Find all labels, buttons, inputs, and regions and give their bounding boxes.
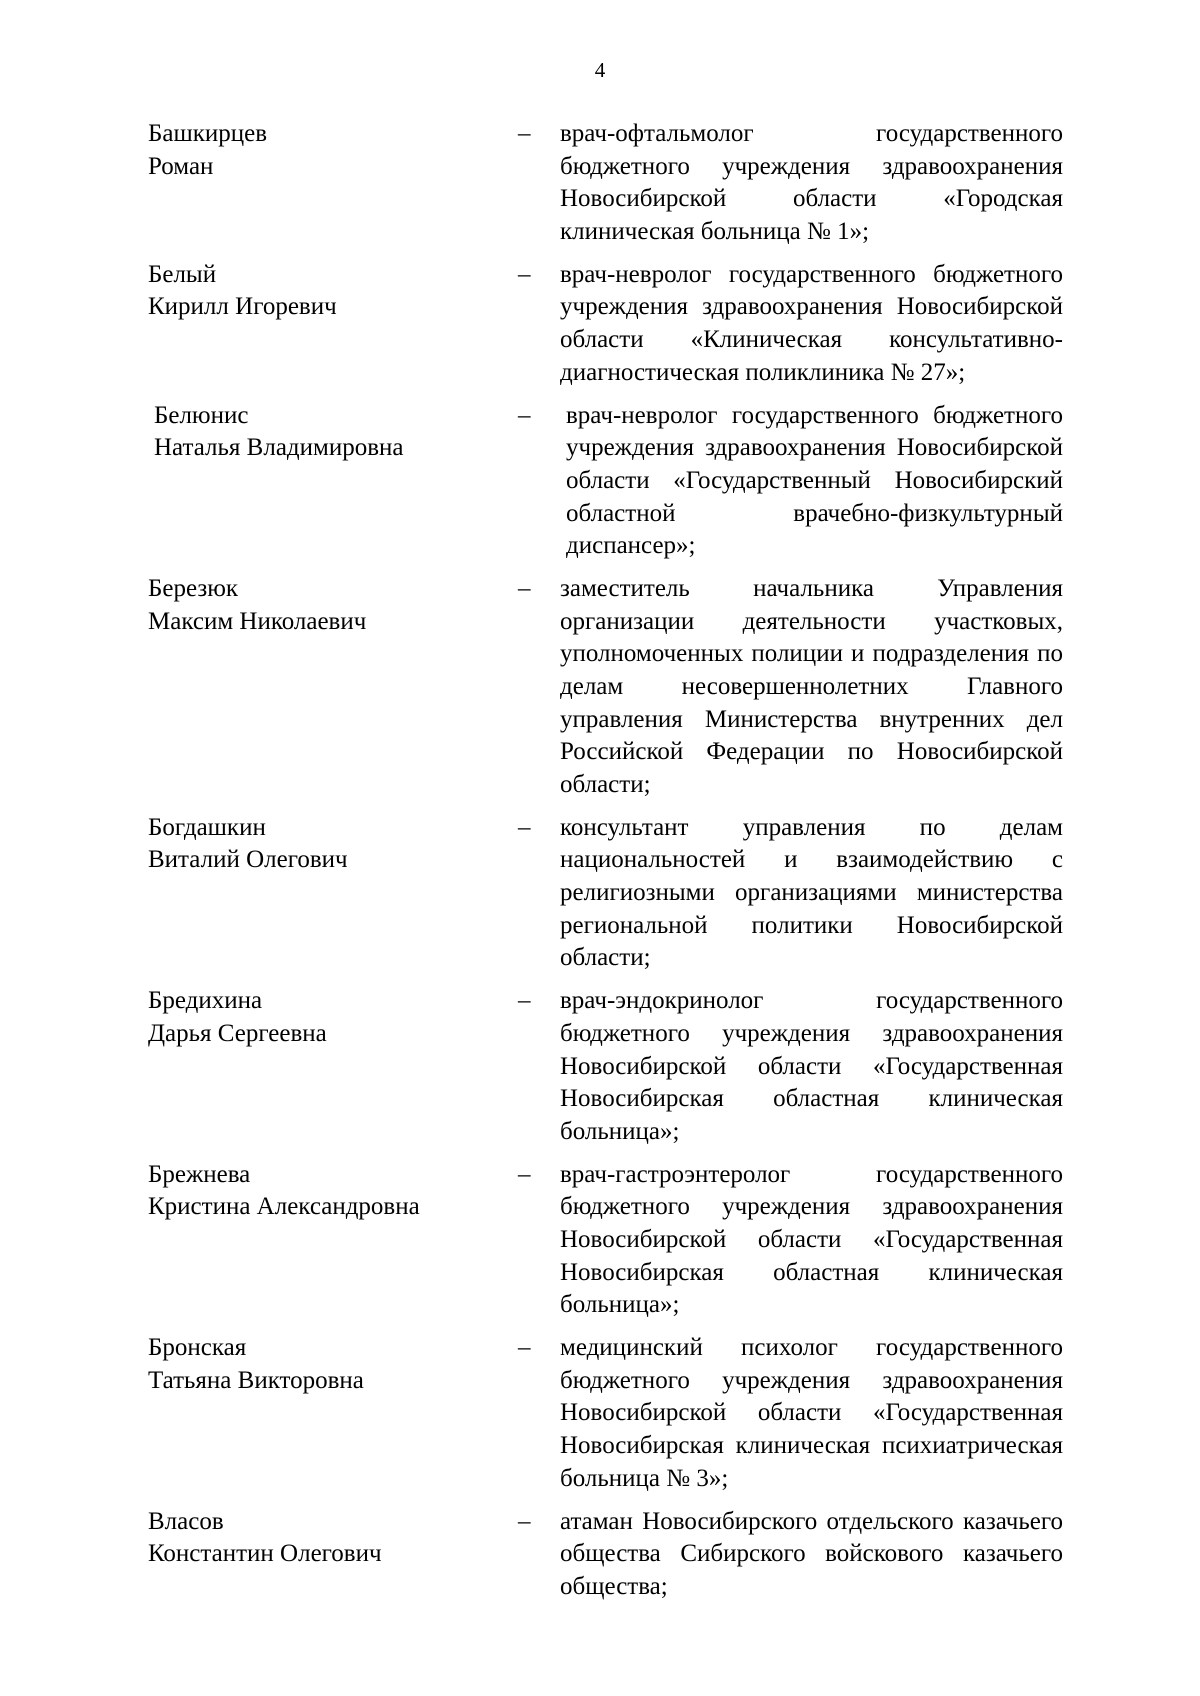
page-number: 4 xyxy=(594,58,606,82)
list-item xyxy=(0,573,1200,801)
person-name xyxy=(154,400,518,563)
given-name: Максим Николаевич xyxy=(148,607,367,635)
given-name: Кирилл Игоревич xyxy=(148,293,337,321)
given-name: Виталий Олегович xyxy=(148,846,348,874)
dash-separator: – xyxy=(518,1160,531,1188)
position-description: заместитель начальника Управления организации деятельности участковых, уполномоченных полиции и подразделения по делам несовершеннолетних Главного управления Министерства внутренних дел Российской Федерации по Новосибирской области; xyxy=(560,575,1063,798)
dash-separator: – xyxy=(518,120,531,147)
person-name xyxy=(148,1159,518,1322)
person-name xyxy=(148,1332,518,1495)
position-description: врач-невролог государственного бюджетного учреждения здравоохранения Новосибирской области «Государственный Новосибирский областной врачебно-физкультурный диспансер»; xyxy=(566,401,1063,560)
surname: Брежнева xyxy=(148,1160,251,1188)
person-name xyxy=(148,259,518,389)
list-item xyxy=(0,1332,1200,1495)
given-name: Татьяна Викторовна xyxy=(148,1366,364,1394)
person-name xyxy=(148,1506,518,1604)
list-item xyxy=(0,118,1200,248)
member-list xyxy=(0,118,1200,1614)
dash-separator: – xyxy=(518,813,531,841)
surname: Богдашкин xyxy=(148,813,266,841)
position-description: врач-невролог государственного бюджетного учреждения здравоохранения Новосибирской области «Клиническая консультативно-диагностическая поликлиника № 27»; xyxy=(560,260,1063,386)
surname: Белюнис xyxy=(154,401,249,429)
position-description: врач-офтальмолог государственного бюджетного учреждения здравоохранения Новосибирской области «Городская клиническая больница № 1»; xyxy=(560,120,1063,245)
surname: Бредихина xyxy=(148,987,263,1015)
given-name: Наталья Владимировна xyxy=(154,434,404,462)
surname: Башкирцев xyxy=(148,120,268,147)
surname: Березюк xyxy=(148,575,239,603)
person-name xyxy=(148,573,518,801)
surname: Белый xyxy=(148,260,217,288)
list-item xyxy=(0,1506,1200,1604)
given-name: Константин Олегович xyxy=(148,1540,382,1568)
given-name: Роман xyxy=(148,152,214,180)
given-name: Дарья Сергеевна xyxy=(148,1019,327,1047)
surname: Бронская xyxy=(148,1334,247,1362)
position-description: врач-эндокринолог государственного бюджетного учреждения здравоохранения Новосибирской области «Государственная Новосибирская областная клиническая больница»; xyxy=(560,987,1063,1145)
dash-separator: – xyxy=(518,401,531,429)
position-description: консультант управления по делам национальностей и взаимодействию с религиозными организациями министерства региональной политики Новосибирской области; xyxy=(560,813,1063,972)
dash-separator: – xyxy=(518,987,531,1015)
dash-separator: – xyxy=(518,1334,531,1362)
surname: Власов xyxy=(148,1507,224,1535)
dash-separator: – xyxy=(518,1507,531,1535)
list-item xyxy=(0,1159,1200,1322)
position-description: медицинский психолог государственного бюджетного учреждения здравоохранения Новосибирской области «Государственная Новосибирская клиническая психиатрическая больница № 3»; xyxy=(560,1334,1063,1492)
position-description: атаман Новосибирского отдельского казачьего общества Сибирского войскового казачьего общества; xyxy=(560,1507,1063,1600)
given-name: Кристина Александровна xyxy=(148,1193,420,1221)
dash-separator: – xyxy=(518,260,531,288)
dash-separator: – xyxy=(518,575,531,603)
person-name xyxy=(148,985,518,1148)
list-item xyxy=(0,259,1200,389)
person-name xyxy=(148,118,518,248)
position-description: врач-гастроэнтеролог государственного бюджетного учреждения здравоохранения Новосибирской области «Государственная Новосибирская областная клиническая больница»; xyxy=(560,1160,1063,1319)
list-item xyxy=(0,812,1200,975)
person-name xyxy=(148,812,518,975)
list-item xyxy=(0,400,1200,563)
list-item xyxy=(0,985,1200,1148)
